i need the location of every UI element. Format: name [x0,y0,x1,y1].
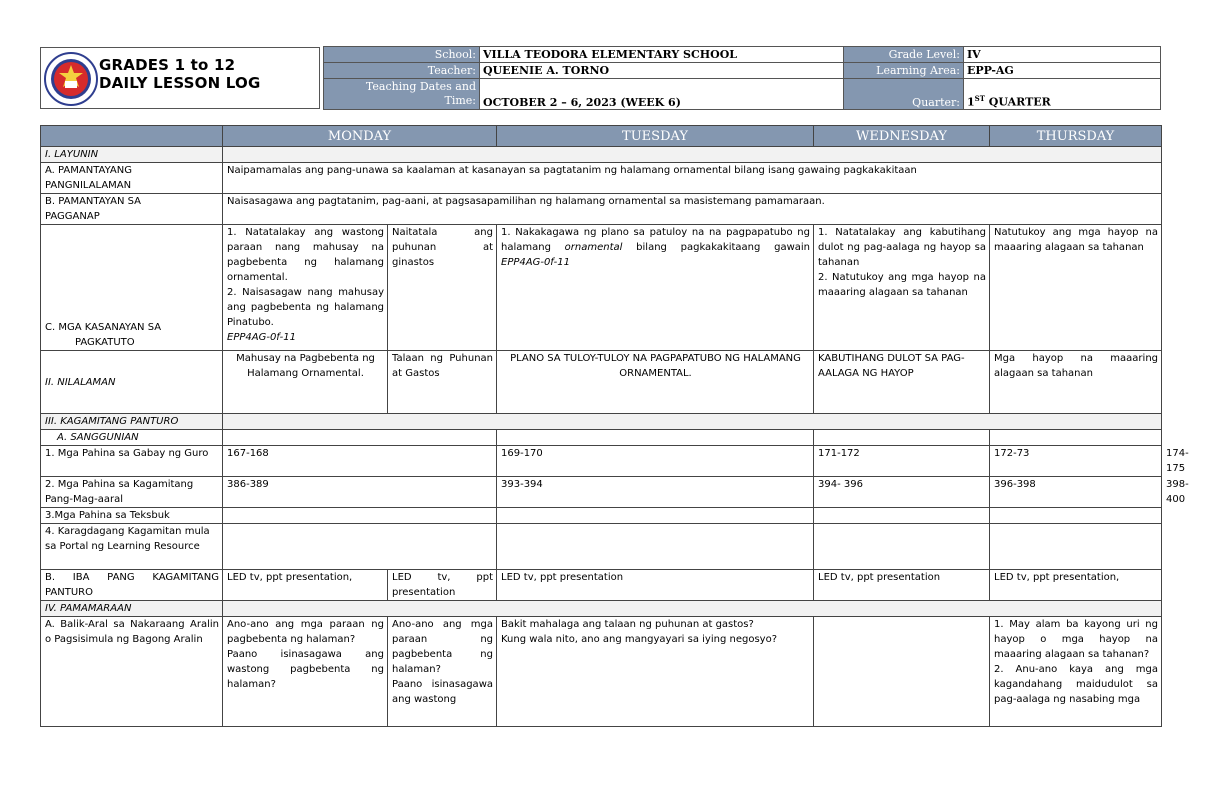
question-1: 1. May alam ba kayong uri ng hayop o mga hayop na maaaring alagaan sa tahanan? [994,619,1158,660]
quarter-value [964,79,1161,110]
question-2: Paano isinasagawa ang wastong [392,679,493,705]
day-thursday: THURSDAY [990,126,1162,147]
teacher-label: Teacher: [324,63,480,79]
cell-monday: Mahusay na Pagbebenta ng Halamang Ornamental. [223,351,388,414]
row-label: A. SANGGUNIAN [41,430,223,446]
question-1: Ano-ano ang mga paraan ng pagbebenta ng halaman? [227,619,384,645]
log-title-box [40,47,320,109]
school-label: School: [324,47,480,63]
cell-wednesday [497,617,814,727]
dates-label [324,79,480,110]
cell-thursday: LED tv, ppt presentation [814,570,990,601]
row-label: B. IBA PANG KAGAMITANG PANTURO [41,570,223,601]
row-text: Naisasagawa ang pagtatanim, pag-aani, at pagsasapamilihan ng halamang ornamental sa masistemang pamamaraan. [223,194,1162,225]
objective-italic: ornamental [564,242,623,253]
dates-label-line-2: Time: [444,94,476,107]
cell-tuesday: 393-394 [497,477,814,508]
row-sanggunian [41,430,1162,446]
row-text: Naipamamalas ang pang-unawa sa kaalaman at kasanayan sa pagtatanim ng halamang ornamental bilang isang gawaing pagkakakitaan [223,163,1162,194]
quarter-suffix: ST [974,94,985,104]
section-layunin [41,147,1162,163]
cell-tuesday: Talaan ng Puhunan at Gastos [388,351,497,414]
row-kagamitang-pang-mag-aaral: 2. Mga Pahina sa Kagamitang Pang-Mag-aaral 386-389 393-394 394- 396 396-398 398-400 [41,477,1162,508]
day-monday: MONDAY [223,126,497,147]
row-iba-pang-kagamitan [41,570,1162,601]
row-label-line-2: PAGKATUTO [75,337,135,348]
question-1: Ano-ano ang mga paraan ng pagbebenta ng halaman? [392,619,493,675]
row-label: 2. Mga Pahina sa Kagamitang Pang-Mag-aaral [41,477,223,508]
row-label-line-2: PANGNILALAMAN [45,180,132,191]
title-line-1: GRADES 1 to 12 [99,56,236,74]
teacher-value: QUEENIE A. TORNO [480,63,844,79]
section-kagamitang-panturo [41,414,1162,430]
row-label [41,194,223,225]
cell-friday: Natutukoy ang mga hayop na maaaring alagaan sa tahanan [990,225,1162,351]
cell-monday: 167-168 [223,446,497,477]
area-label: Learning Area: [844,63,964,79]
dates-value: OCTOBER 2 – 6, 2023 (WEEK 6) [480,79,844,110]
objective-2: 2. Naisasagaw nang mahusay ang pagbebenta ng halamang Pinatubo. [227,287,384,328]
cell-monday [223,617,388,727]
section-label: IV. PAMAMARAAN [41,601,223,617]
cell-wednesday: 171-172 [814,446,990,477]
objective-text-2: bilang pagkakakitaang gawain [622,242,810,253]
row-balik-aral [41,617,1162,727]
cell-tuesday: LED tv, ppt presentation [388,570,497,601]
row-label-line-1: A. PAMANTAYANG [45,165,133,176]
row-label: 1. Mga Pahina sa Gabay ng Guro [41,446,223,477]
cell-wednesday: 394- 396 [814,477,990,508]
competency-code: EPP4AG-0f-11 [227,332,296,343]
row-label-line-2: PAGGANAP [45,211,100,222]
cell-thursday: KABUTIHANG DULOT SA PAG-AALAGA NG HAYOP [814,351,990,414]
question-2: Paano isinasagawa ang wastong pagbebenta ng halaman? [227,649,384,690]
objective-1: 1. Natatalakay ang wastong paraan nang mahusay na pagbebenta ng halamang ornamental. [227,227,384,283]
cell-thursday [814,225,990,351]
grade-value: IV [964,47,1161,63]
row-karagdagang-kagamitan [41,524,1162,570]
cell-monday: 386-389 [223,477,497,508]
cell-tuesday: 169-170 [497,446,814,477]
row-pamantayang-pangnilalaman [41,163,1162,194]
quarter-word: QUARTER [984,96,1051,109]
quarter-number: 1 [967,96,975,109]
row-nilalaman [41,351,1162,414]
cell-thursday: 172-73 [990,446,1162,477]
header-corner [41,126,223,147]
deped-seal-icon [43,51,99,107]
competency-code: EPP4AG-0f-11 [501,257,570,268]
grade-label: Grade Level: [844,47,964,63]
lesson-log-table [40,125,1214,727]
question-2: 2. Anu-ano kaya ang mga kagandahang maidudulot sa pag-aalaga ng nasabing mga [994,664,1158,705]
row-label: A. Balik-Aral sa Nakaraang Aralin o Pagsisimula ng Bagong Aralin [41,617,223,727]
question-2: Kung wala nito, ano ang mangyayari sa iying negosyo? [501,634,778,645]
day-tuesday: TUESDAY [497,126,814,147]
row-teksbuk [41,508,1162,524]
row-kasanayan [41,225,1162,351]
cell-tuesday: Naitatala ang puhunan at ginastos [388,225,497,351]
title-line-2: DAILY LESSON LOG [99,74,261,92]
cell-thursday: 396-398 [990,477,1162,508]
row-label-line-1: C. MGA KASANAYAN SA [45,322,162,333]
objective-text: 1. Nakakagawa ng plano sa patuloy na na pagpapatubo ng halamang [501,227,810,253]
day-wednesday: WEDNESDAY [814,126,990,147]
row-label-line-1: B. PAMANTAYAN SA [45,196,142,207]
cell-friday [990,617,1162,727]
cell-wednesday: LED tv, ppt presentation [497,570,814,601]
row-label: 3.Mga Pahina sa Teksbuk [41,508,223,524]
cell-thursday [814,617,990,727]
row-label [41,225,223,351]
days-header-row: MONDAY TUESDAY WEDNESDAY THURSDAY FRIDAY [41,126,1162,147]
row-label: II. NILALAMAN [41,351,223,414]
objective-2: 2. Natutukoy ang mga hayop na maaaring alagaan sa tahanan [818,272,986,298]
section-label: III. KAGAMITANG PANTURO [41,414,223,430]
log-title [99,56,261,92]
log-info-table [323,46,1161,110]
row-label [41,163,223,194]
row-label: 4. Karagdagang Kagamitan mula sa Portal ng Learning Resource [41,524,223,570]
cell-monday: LED tv, ppt presentation, [223,570,388,601]
section-pamamaraan [41,601,1162,617]
cell-monday [223,225,388,351]
quarter-label: Quarter: [844,79,964,110]
cell-tuesday [388,617,497,727]
cell-wednesday [497,225,814,351]
area-value: EPP-AG [964,63,1161,79]
row-pamantayan-sa-pagganap [41,194,1162,225]
row-gabay-ng-guro: 1. Mga Pahina sa Gabay ng Guro 167-168 169-170 171-172 172-73 174-175 [41,446,1162,477]
cell-friday: LED tv, ppt presentation, [990,570,1162,601]
question-1: Bakit mahalaga ang talaan ng puhunan at gastos? [501,619,754,630]
dates-label-line-1: Teaching Dates and [365,80,476,93]
objective-1: 1. Natatalakay ang kabutihang dulot ng pag-aalaga ng hayop sa tahanan [818,227,986,268]
school-value: VILLA TEODORA ELEMENTARY SCHOOL [480,47,844,63]
section-label: I. LAYUNIN [41,147,223,163]
cell-friday: Mga hayop na maaaring alagaan sa tahanan [990,351,1162,414]
cell-wednesday: PLANO SA TULOY-TULOY NA PAGPAPATUBO NG HALAMANG ORNAMENTAL. [497,351,814,414]
